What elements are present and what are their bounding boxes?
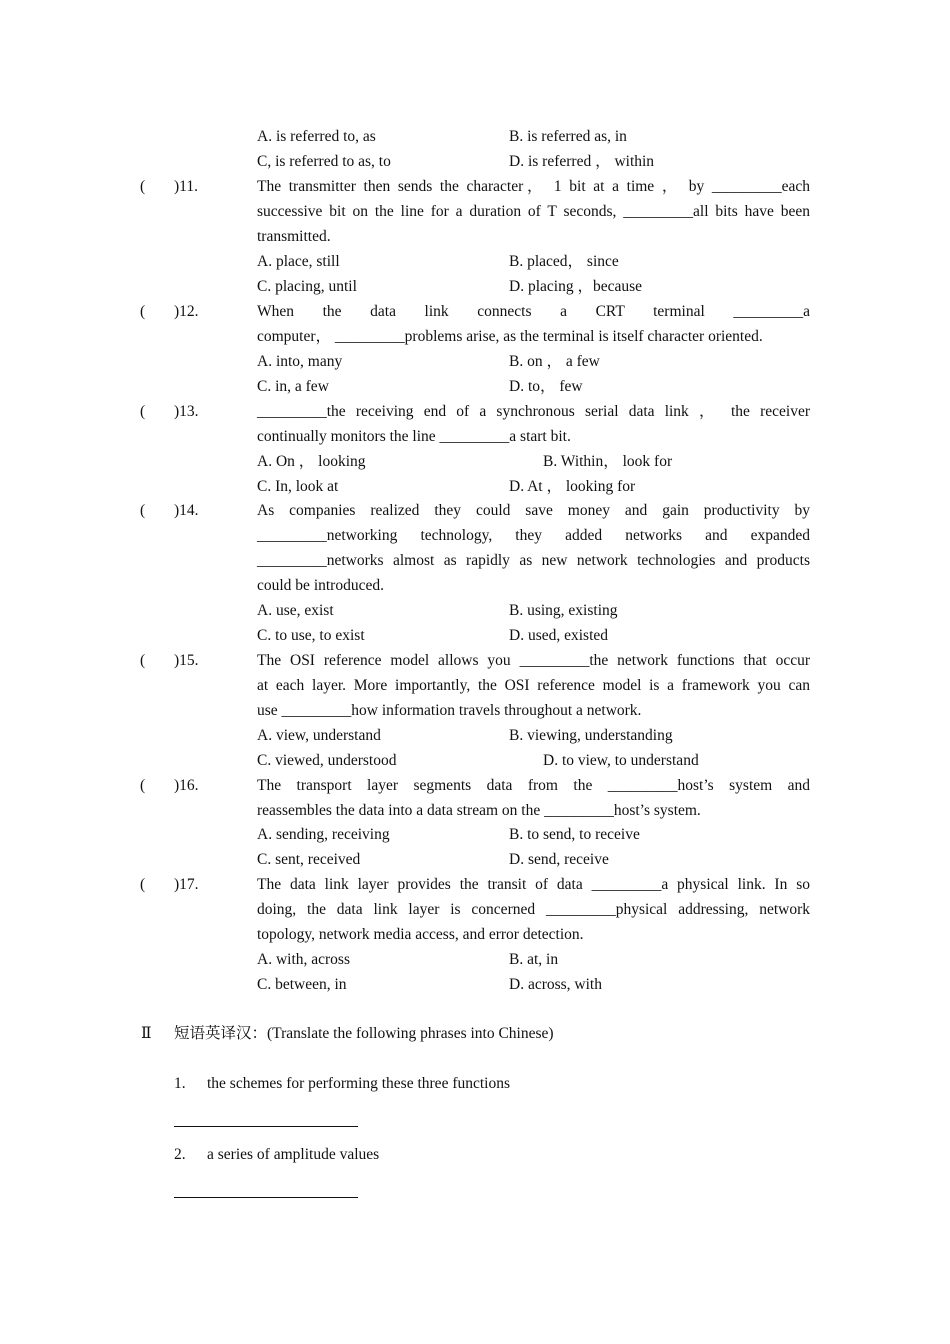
question-text-line: use _________how information travels throughout a network. xyxy=(257,702,642,719)
question-text-line: continually monitors the line _________a start bit. xyxy=(257,428,571,445)
option-a: A. is referred to, as xyxy=(257,128,376,145)
option-d: D. send, receive xyxy=(509,851,609,868)
option-b: B. is referred as, in xyxy=(509,128,627,145)
option-b: B. on ， a few xyxy=(509,353,600,370)
option-d: D. placing ，because xyxy=(509,278,642,295)
option-a: A. place, still xyxy=(257,253,340,270)
question-text-line: topology, network media access, and error detection. xyxy=(257,926,584,943)
option-c: C. placing, until xyxy=(257,278,357,295)
question-text-line: _________the receiving end of a synchronous serial data link ， the receiver xyxy=(257,403,810,420)
answer-paren: ( xyxy=(140,303,146,320)
option-a: A. sending, receiving xyxy=(257,826,390,843)
option-c: C. sent, received xyxy=(257,851,361,868)
option-d: D. is referred ， within xyxy=(509,153,655,170)
option-c: C. to use, to exist xyxy=(257,627,365,644)
option-c: C. In, look at xyxy=(257,478,339,495)
question-text-line: computer， _________problems arise, as the terminal is itself character oriented. xyxy=(257,328,763,345)
question-number: )15. xyxy=(174,652,199,669)
question-text-line: reassembles the data into a data stream on the _________host’s system. xyxy=(257,802,701,819)
option-b: B. to send, to receive xyxy=(509,826,640,843)
option-b: B. using, existing xyxy=(509,602,618,619)
option-c: C. between, in xyxy=(257,976,347,993)
question-number: )16. xyxy=(174,777,199,794)
answer-paren: ( xyxy=(140,876,146,893)
answer-paren: ( xyxy=(140,178,146,195)
option-a: A. view, understand xyxy=(257,727,381,744)
question-number: )13. xyxy=(174,403,199,420)
answer-blank[interactable] xyxy=(174,1197,358,1198)
option-d: D. across, with xyxy=(509,976,602,993)
question-number: )14. xyxy=(174,502,199,519)
question-text-line: As companies realized they could save money and gain productivity by xyxy=(257,502,810,519)
phrase-text: a series of amplitude values xyxy=(207,1146,380,1163)
option-b: B. Within， look for xyxy=(543,453,673,470)
question-number: )12. xyxy=(174,303,199,320)
option-a: A. On ， looking xyxy=(257,453,366,470)
answer-paren: ( xyxy=(140,502,146,519)
option-d: D. to， few xyxy=(509,378,583,395)
answer-blank[interactable] xyxy=(174,1126,358,1127)
option-d: D. At ， looking for xyxy=(509,478,636,495)
question-number: )17. xyxy=(174,876,199,893)
section-title: 短语英译汉：(Translate the following phrases into Chinese) xyxy=(174,1025,554,1042)
question-text-line: at each layer. More importantly, the OSI reference model is a framework you can xyxy=(257,677,810,694)
option-b: B. placed， since xyxy=(509,253,619,270)
question-text-line: transmitted. xyxy=(257,228,331,245)
question-text-line: could be introduced. xyxy=(257,577,384,594)
question-text-line: When the data link connects a CRT terminal _________a xyxy=(257,303,810,320)
phrase-number: 2. xyxy=(174,1146,186,1163)
question-text-line: The transport layer segments data from the _________host’s system and xyxy=(257,777,810,794)
phrase-number: 1. xyxy=(174,1075,186,1092)
answer-paren: ( xyxy=(140,403,146,420)
option-c: C, is referred to as, to xyxy=(257,153,391,170)
question-number: )11. xyxy=(174,178,198,195)
option-d: D. used, existed xyxy=(509,627,609,644)
option-a: A. use, exist xyxy=(257,602,334,619)
option-c: C. viewed, understood xyxy=(257,752,397,769)
option-d: D. to view, to understand xyxy=(543,752,699,769)
answer-paren: ( xyxy=(140,777,146,794)
option-a: A. into, many xyxy=(257,353,343,370)
option-a: A. with, across xyxy=(257,951,350,968)
answer-paren: ( xyxy=(140,652,146,669)
question-text-line: _________networks almost as rapidly as new network technologies and products xyxy=(257,552,810,569)
question-text-line: The OSI reference model allows you _________the network functions that occur xyxy=(257,652,810,669)
question-text-line: doing, the data link layer is concerned _________physical addressing, network xyxy=(257,901,810,918)
question-text-line: _________networking technology, they added networks and expanded xyxy=(257,527,810,544)
question-text-line: successive bit on the line for a duration of T seconds, _________all bits have been xyxy=(257,203,810,220)
section-number: Ⅱ xyxy=(141,1025,152,1042)
phrase-text: the schemes for performing these three functions xyxy=(207,1075,511,1092)
option-b: B. viewing, understanding xyxy=(509,727,673,744)
option-c: C. in, a few xyxy=(257,378,329,395)
question-text-line: The transmitter then sends the character， 1 bit at a time ， by _________each xyxy=(257,178,810,195)
option-b: B. at, in xyxy=(509,951,559,968)
question-text-line: The data link layer provides the transit of data _________a physical link. In so xyxy=(257,876,810,893)
